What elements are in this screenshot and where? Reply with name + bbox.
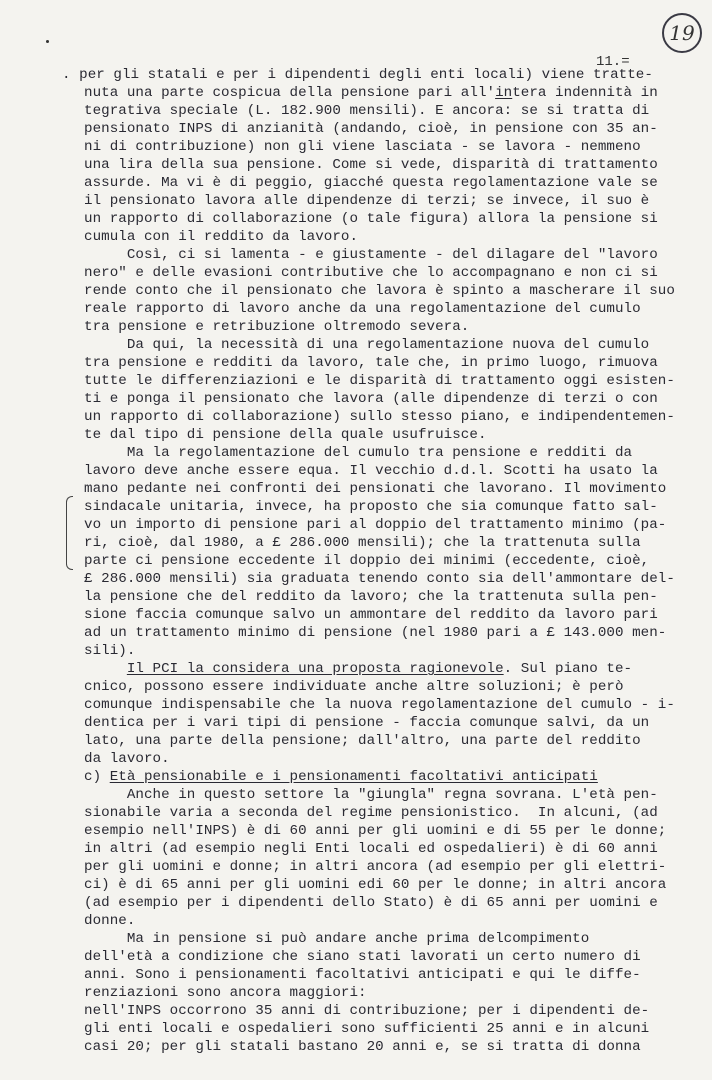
page-number: 11.= — [596, 54, 630, 70]
text-line: ci) è di 65 anni per gli uomini edi 60 per le donne; in altri ancora — [84, 877, 667, 893]
text-line: dell'età a condizione che siano stati lavorati un certo numero di — [84, 949, 641, 965]
underlined-phrase: Età pensionabile e i pensionamenti facoltativi anticipati — [109, 769, 598, 785]
text-line: parte ci pensione eccedente il doppio dei minimi (eccedente, cioè, — [84, 553, 650, 569]
text-line: mano pedante nei confronti dei pensionati che lavorano. Il movimento — [84, 481, 667, 497]
text-line: in altri (ad esempio negli Enti locali ed ospedalieri) è di 60 anni — [84, 841, 658, 857]
text-line: tra pensione e retribuzione oltremodo severa. — [84, 319, 470, 335]
text-line: dentica per i vari tipi di pensione - faccia comunque salvi, da un — [84, 715, 650, 731]
text-line: ri, cioè, dal 1980, a £ 286.000 mensili); che la trattenuta sulla — [84, 535, 641, 551]
text-line: esempio nell'INPS) è di 60 anni per gli uomini e di 55 per le donne; — [84, 823, 667, 839]
text-line: Ma la regolamentazione del cumulo tra pensione e redditi da — [84, 445, 633, 461]
text-line: gli enti locali e ospedalieri sono sufficienti 25 anni e in alcuni — [84, 1021, 650, 1037]
text-line: vo un importo di pensione pari al doppio del trattamento minimo (pa- — [84, 517, 667, 533]
underlined-phrase: Il PCI la considera una proposta ragionevole — [126, 661, 504, 677]
text-line: nero" e delle evasioni contributive che lo accompagnano e non ci si — [84, 265, 658, 281]
text-line: una lira della sua pensione. Come si vede, disparità di trattamento — [84, 157, 658, 173]
text-line: comunque indispensabile che la nuova regolamentazione del cumulo - i- — [84, 697, 675, 713]
ink-dot — [46, 40, 49, 43]
text-line: un rapporto di collaborazione) sullo stesso piano, e indipendentemen- — [84, 409, 675, 425]
text-line: casi 20; per gli statali bastano 20 anni e, se si tratta di donna — [84, 1039, 641, 1055]
text-line: nuta una parte cospicua della pensione pari all'intera indennità in — [84, 85, 658, 101]
text-line: Il PCI la considera una proposta ragionevole. Sul piano te- — [126, 661, 633, 677]
text-line: per gli uomini e donne; in altri ancora (ad esempio per gli elettri- — [84, 859, 667, 875]
text-line: assurde. Ma vi è di peggio, giacché questa regolamentazione vale se — [84, 175, 658, 191]
text-line: Anche in questo settore la "giungla" regna sovrana. L'età pen- — [84, 787, 658, 803]
text-line: c) Età pensionabile e i pensionamenti facoltativi anticipati — [84, 769, 598, 785]
text-line: (ad esempio per i dipendenti dello Stato) è di 65 anni per uomini e — [84, 895, 658, 911]
text-line: Così, ci si lamenta - e giustamente - del dilagare del "lavoro — [84, 247, 658, 263]
text-line: ti e ponga il pensionato che lavora (alle dipendenze di terzi o con — [84, 391, 658, 407]
text-line: un rapporto di collaborazione (o tale figura) allora la pensione si — [84, 211, 658, 227]
text-line: te dal tipo di pensione della quale usufruisce. — [84, 427, 487, 443]
text-line: la pensione che del reddito da lavoro; che la trattenuta sulla pen- — [84, 589, 658, 605]
text-line: rende conto che il pensionato che lavora è spinto a mascherare il suo — [84, 283, 675, 299]
text-line: lavoro deve anche essere equa. Il vecchio d.d.l. Scotti ha usato la — [84, 463, 658, 479]
text-line: anni. Sono i pensionamenti facoltativi anticipati e qui le diffe- — [84, 967, 641, 983]
text-line: ni di contribuzione) non gli viene lasciata - se lavora - nemmeno — [84, 139, 641, 155]
margin-bracket-mark — [66, 496, 73, 570]
text-line: donne. — [84, 913, 136, 929]
page-stamp-circled-number: 19 — [662, 13, 702, 53]
text-line: lato, una parte della pensione; dall'altro, una parte del reddito — [84, 733, 641, 749]
text-line: cnico, possono essere individuate anche altre soluzioni; è però — [84, 679, 624, 695]
text-line: renziazioni sono ancora maggiori: — [84, 985, 367, 1001]
text-line: tegrativa speciale (L. 182.900 mensili). E ancora: se si tratta di — [84, 103, 650, 119]
underlined-phrase: in — [495, 85, 513, 101]
text-line: pensionato INPS di anzianità (andando, cioè, in pensione con 35 an- — [84, 121, 658, 137]
text-line: sionabile varia a seconda del regime pensionistico. In alcuni, (ad — [84, 805, 658, 821]
text-line: £ 286.000 mensili) sia graduata tenendo conto sia dell'ammontare del- — [84, 571, 675, 587]
text-line: nell'INPS occorrono 35 anni di contribuzione; per i dipendenti de- — [84, 1003, 650, 1019]
text-line: il pensionato lavora alle dipendenze di terzi; se invece, il suo è — [84, 193, 650, 209]
text-line: sili). — [84, 643, 136, 659]
text-line: ad un trattamento minimo di pensione (nel 1980 pari a £ 143.000 men- — [84, 625, 667, 641]
text-line: sione faccia comunque salvo un ammontare del reddito da lavoro pari — [84, 607, 658, 623]
text-line: tutte le differenziazioni e le disparità di trattamento oggi esisten- — [84, 373, 675, 389]
text-line: da lavoro. — [84, 751, 170, 767]
text-line: Ma in pensione si può andare anche prima delcompimento — [84, 931, 590, 947]
text-line: cumula con il reddito da lavoro. — [84, 229, 359, 245]
text-line: . per gli statali e per i dipendenti degli enti locali) viene tratte- — [62, 67, 653, 83]
text-line: tra pensione e redditi da lavoro, tale che, in primo luogo, rimuova — [84, 355, 658, 371]
text-line: reale rapporto di lavoro anche da una regolamentazione del cumulo — [84, 301, 641, 317]
text-line: sindacale unitaria, invece, ha proposto che sia comunque fatto sal- — [84, 499, 658, 515]
text-line: Da qui, la necessità di una regolamentazione nuova del cumulo — [84, 337, 650, 353]
